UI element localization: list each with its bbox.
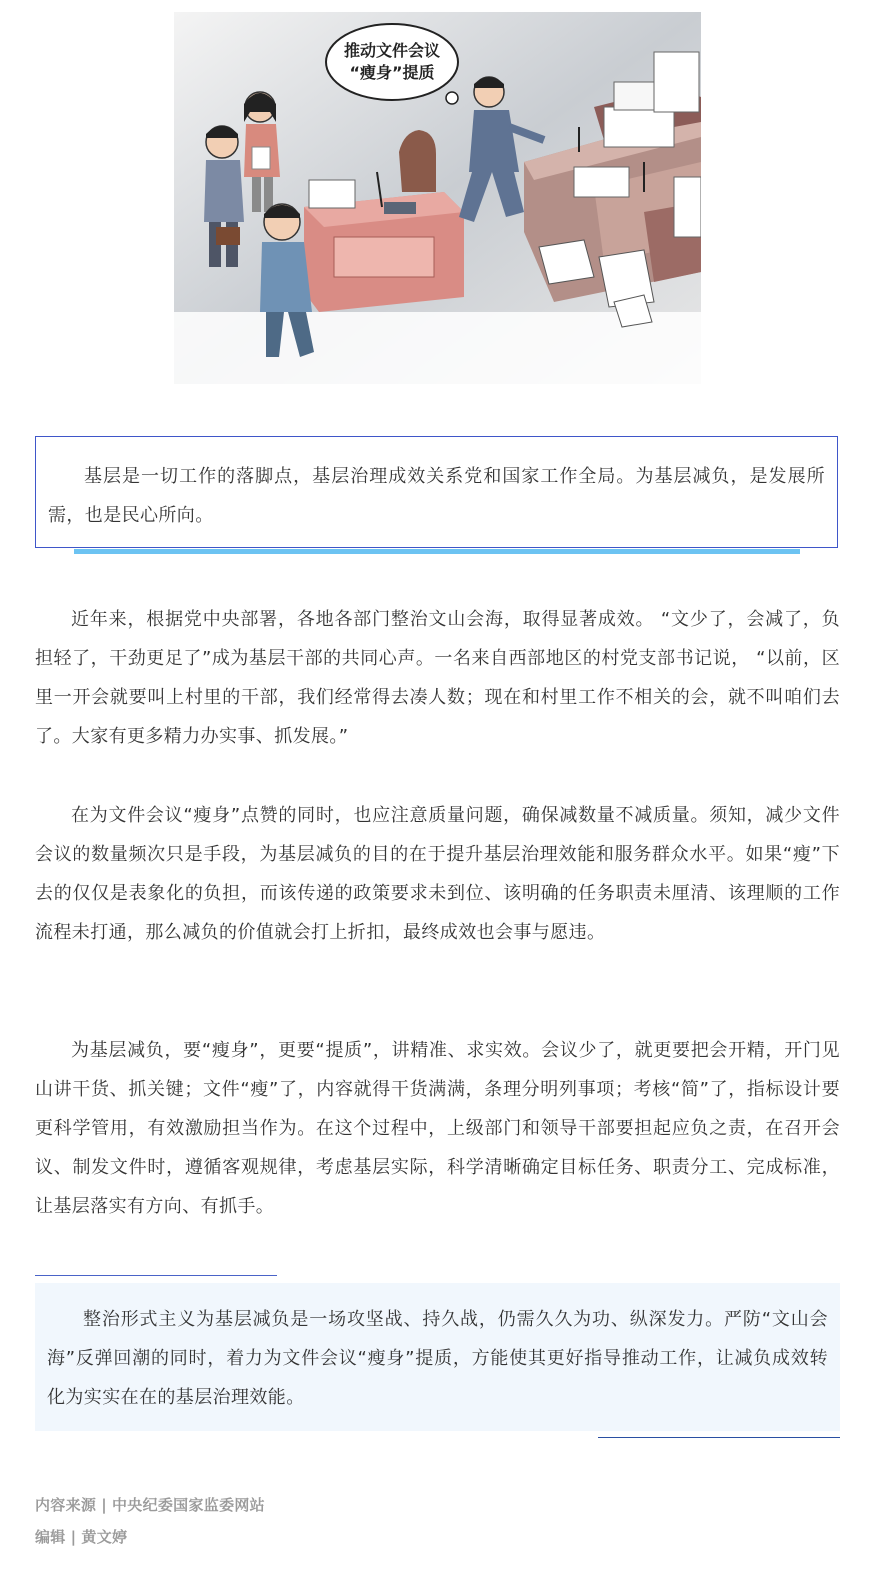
- conclusion-text: 整治形式主义为基层减负是一场攻坚战、持久战，仍需久久为功、纵深发力。严防“文山会海”反弹回潮的同时，着力为文件会议“瘦身”提质，方能使其更好指导推动工作，让减负成效转化为实实在在的基层治理效能。: [47, 1309, 828, 1408]
- credit-editor: [35, 1526, 127, 1547]
- speech-bubble-line2: “瘦身”提质: [349, 63, 435, 82]
- credit-source-label: 内容来源: [35, 1496, 97, 1514]
- article-illustration: [174, 12, 701, 384]
- credit-separator: |: [70, 1528, 77, 1546]
- cartoon-illustration: [174, 12, 701, 384]
- intro-text: 基层是一切工作的落脚点，基层治理成效关系党和国家工作全局。为基层减负，是发展所需，也是民心所向。: [48, 466, 825, 526]
- credit-source: [35, 1494, 265, 1515]
- credit-editor-value: 黄文婷: [81, 1528, 128, 1546]
- credit-editor-label: 编辑: [35, 1528, 66, 1546]
- credit-separator: |: [101, 1496, 107, 1514]
- conclusion-top-line: [35, 1275, 277, 1276]
- body-paragraph-3: 为基层减负，要“瘦身”，更要“提质”，讲精准、求实效。会议少了，就更要把会开精，开门见山讲干货、抓关键；文件“瘦”了，内容就得干货满满，条理分明列事项；考核“简”了，指标设计要更科学管用，有效激励担当作为。在这个过程中，上级部门和领导干部要担起应负之责，在召开会议、制发文件时，遵循客观规律，考虑基层实际，科学清晰确定目标任务、职责分工、完成标准，让基层落实有方向、有抓手。: [35, 1040, 840, 1217]
- conclusion-bottom-line: [598, 1437, 840, 1438]
- credit-source-value: 中央纪委国家监委网站: [111, 1496, 265, 1514]
- intro-box: [35, 436, 838, 548]
- intro-underline: [74, 549, 800, 554]
- body-paragraph-1: 近年来，根据党中央部署，各地各部门整治文山会海，取得显著成效。 “文少了，会减了，负担轻了，干劲更足了”成为基层干部的共同心声。一名来自西部地区的村党支部书记说， “以前，区里一开会就要叫上村里的干部，我们经常得去凑人数；现在和村里工作不相关的会，就不叫咱们去了。大家有更多精力办实事、抓发展。”: [35, 609, 840, 747]
- speech-bubble-line1: 推动文件会议: [343, 41, 441, 60]
- body-paragraph-2: 在为文件会议“瘦身”点赞的同时，也应注意质量问题，确保减数量不减质量。须知，减少文件会议的数量频次只是手段，为基层减负的目的在于提升基层治理效能和服务群众水平。如果“瘦”下去的仅仅是表象化的负担，而该传递的政策要求未到位、该明确的任务职责未厘清、该理顺的工作流程未打通，那么减负的价值就会打上折扣，最终成效也会事与愿违。: [35, 805, 840, 943]
- conclusion-box: [35, 1283, 840, 1431]
